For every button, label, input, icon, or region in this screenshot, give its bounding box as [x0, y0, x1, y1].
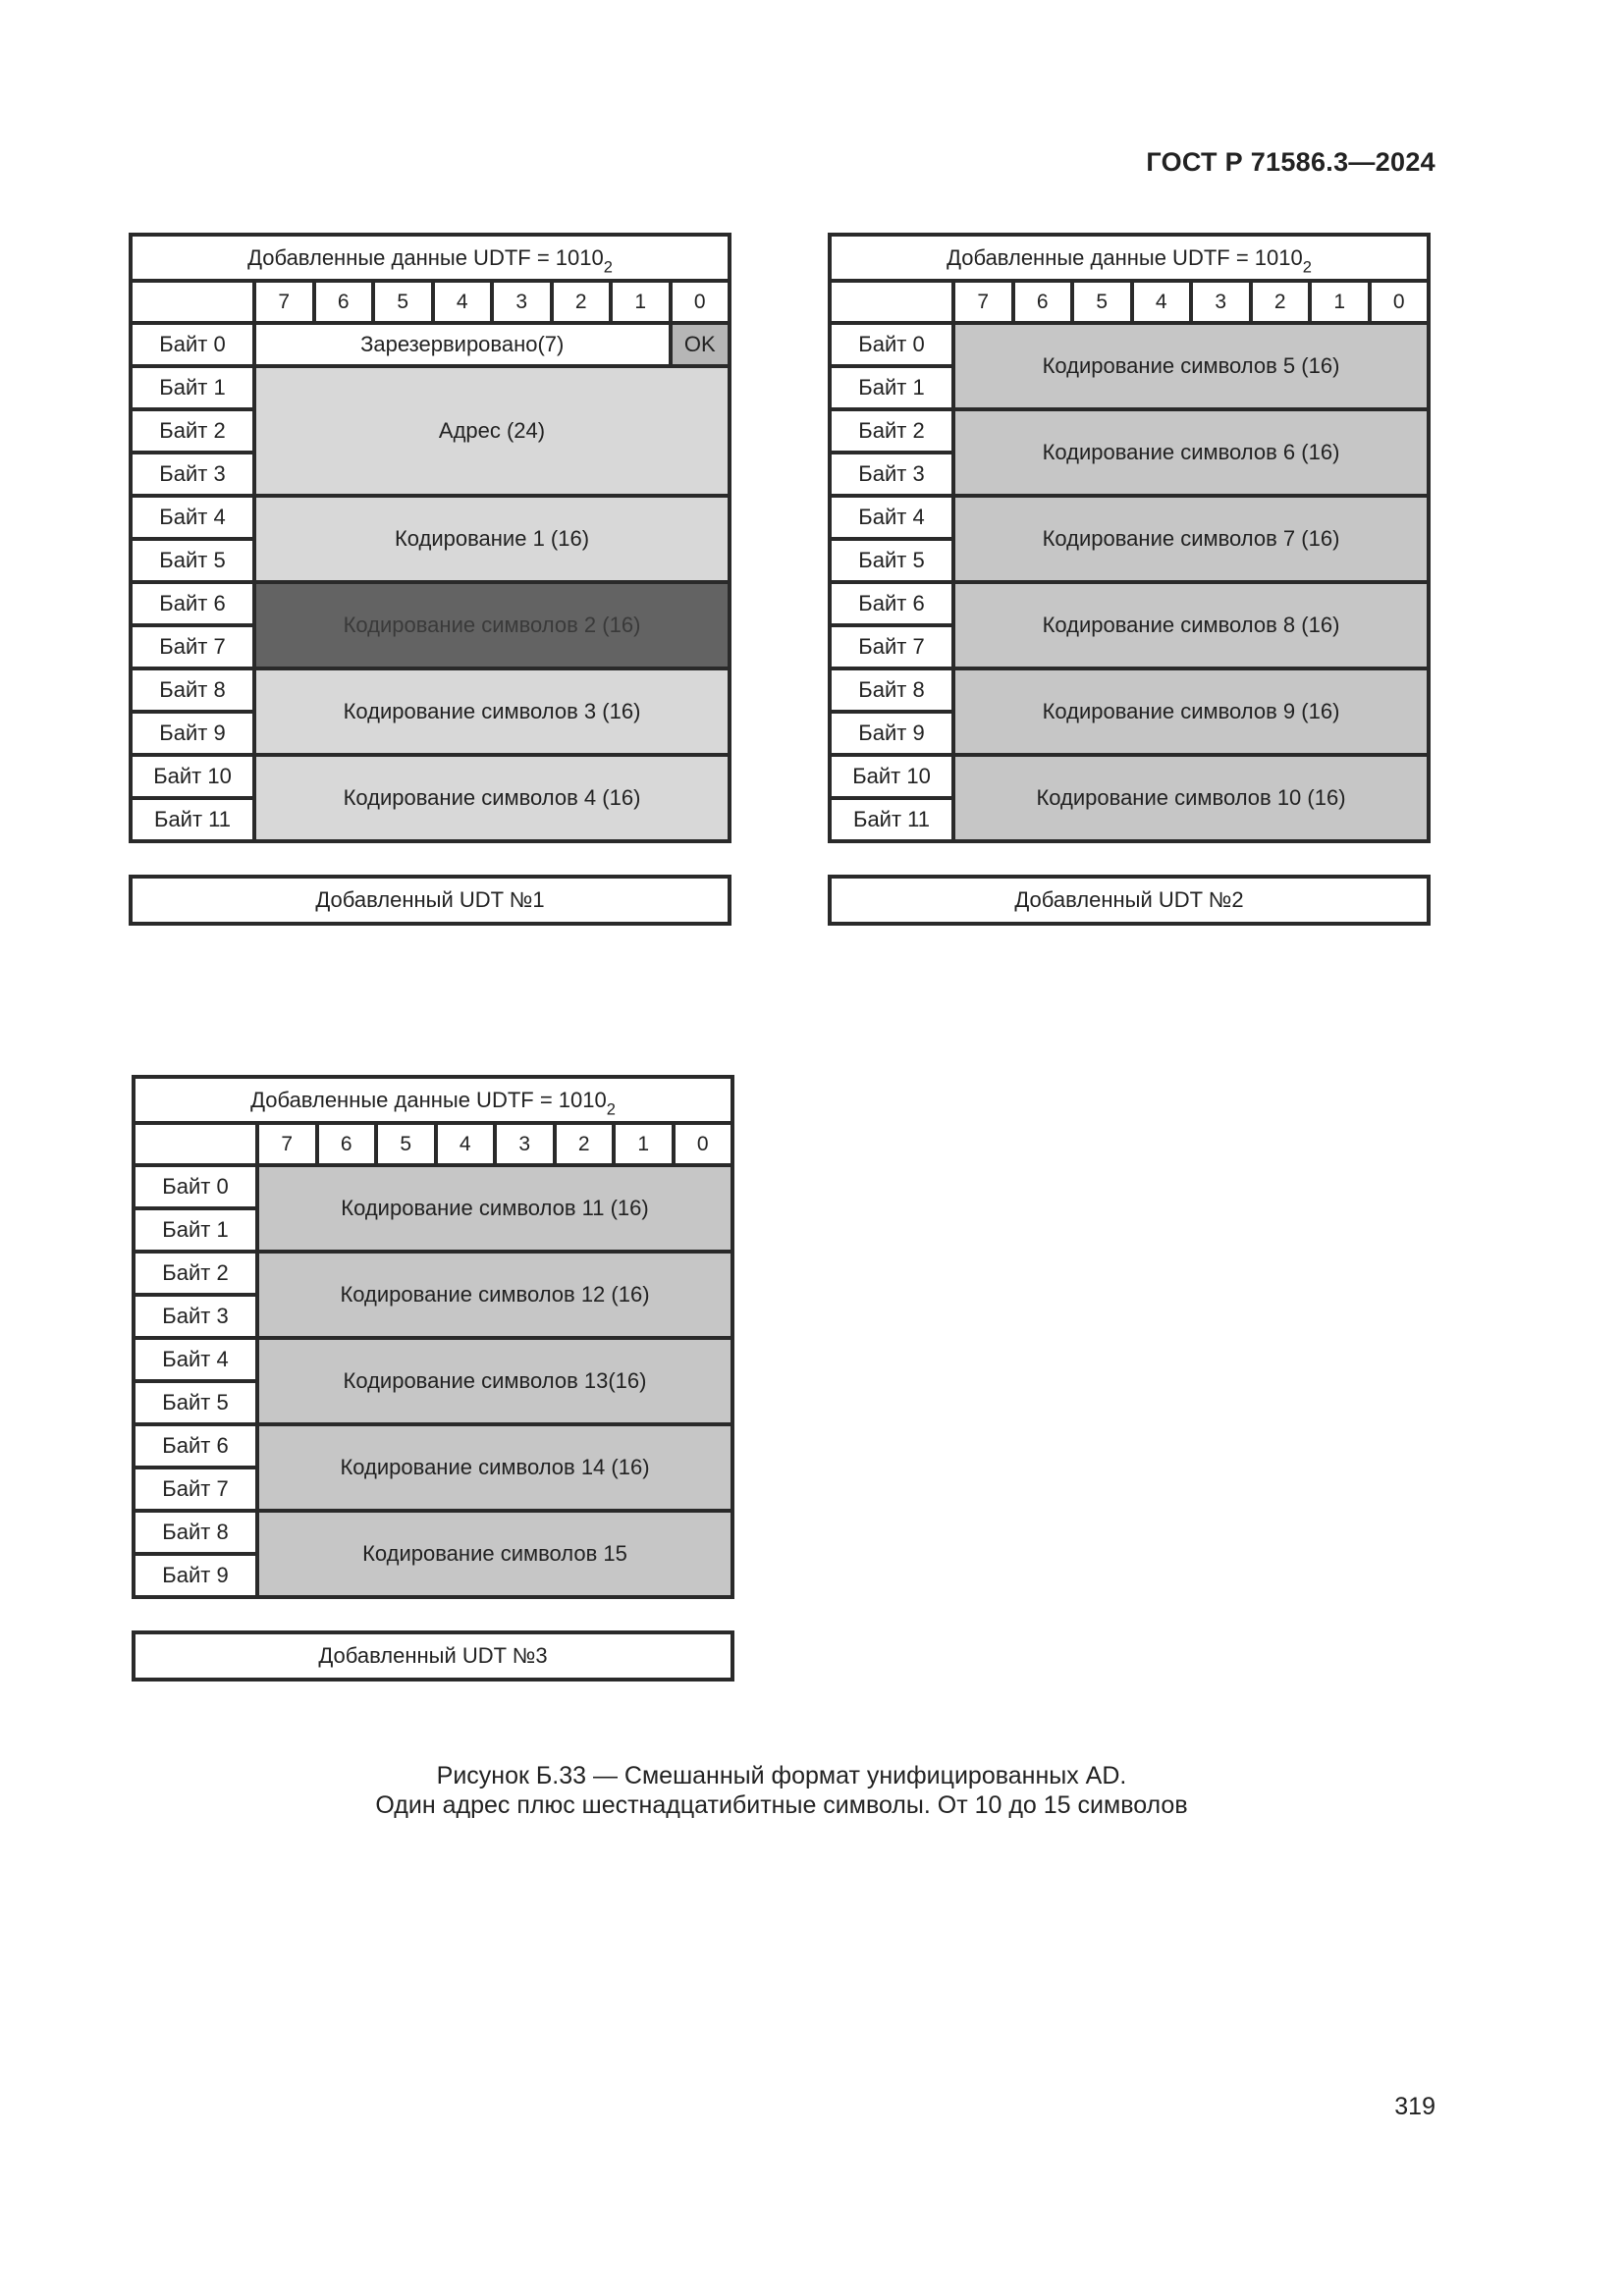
byte-label: Байт 7	[830, 625, 953, 668]
reserved-field: Зарезервировано(7)	[254, 323, 671, 366]
encoding-field: Кодирование символов 15	[257, 1511, 732, 1597]
encoding-field: Кодирование символов 9 (16)	[953, 668, 1429, 755]
bit-5: 5	[1072, 281, 1132, 323]
figure-caption-line-2: Один адрес плюс шестнадцатибитные символы. От 10 до 15 символов	[375, 1791, 1188, 1819]
encoding-field: Кодирование символов 6 (16)	[953, 409, 1429, 496]
encoding-field: Кодирование символов 2 (16)	[254, 582, 730, 668]
bit-0: 0	[674, 1123, 733, 1165]
udt-3-table	[132, 1075, 734, 1599]
udt-3-diagram	[132, 1075, 734, 1682]
udt-2-table	[828, 233, 1431, 843]
byte-label: Байт 3	[134, 1295, 257, 1338]
bit-5: 5	[373, 281, 433, 323]
bit-2: 2	[1251, 281, 1311, 323]
bit-1: 1	[614, 1123, 674, 1165]
figure-caption-line-1: Рисунок Б.33 — Смешанный формат унифицированных AD.	[436, 1762, 1127, 1789]
encoding-field: Кодирование символов 8 (16)	[953, 582, 1429, 668]
encoding-field: Кодирование символов 13(16)	[257, 1338, 732, 1424]
bit-7: 7	[254, 281, 314, 323]
bit-1: 1	[1310, 281, 1370, 323]
bit-7: 7	[953, 281, 1013, 323]
bit-0: 0	[671, 281, 731, 323]
bit-3: 3	[1191, 281, 1251, 323]
byte-label: Байт 2	[131, 409, 254, 453]
byte-label: Байт 4	[134, 1338, 257, 1381]
byte-label: Байт 0	[830, 323, 953, 366]
encoding-field: Кодирование символов 4 (16)	[254, 755, 730, 841]
encoding-field: Кодирование символов 10 (16)	[953, 755, 1429, 841]
byte-label: Байт 2	[830, 409, 953, 453]
byte-label: Байт 5	[131, 539, 254, 582]
bit-7: 7	[257, 1123, 317, 1165]
byte-label: Байт 9	[131, 712, 254, 755]
encoding-field: Кодирование символов 5 (16)	[953, 323, 1429, 409]
bit-4: 4	[1132, 281, 1192, 323]
byte-label: Байт 8	[131, 668, 254, 712]
udt-2-title: Добавленные данные UDTF = $1010_2$	[830, 235, 1429, 281]
encoding-field: Кодирование символов 3 (16)	[254, 668, 730, 755]
encoding-field: Кодирование символов 7 (16)	[953, 496, 1429, 582]
byte-label: Байт 1	[131, 366, 254, 409]
byte-label: Байт 3	[131, 453, 254, 496]
bit-5: 5	[376, 1123, 436, 1165]
udt-1-table	[129, 233, 731, 843]
byte-label: Байт 1	[830, 366, 953, 409]
byte-label: Байт 11	[131, 798, 254, 841]
byte-label: Байт 6	[131, 582, 254, 625]
encoding-field: Кодирование символов 11 (16)	[257, 1165, 732, 1252]
bit-3: 3	[495, 1123, 555, 1165]
bit-6: 6	[317, 1123, 377, 1165]
udt-1-caption: Добавленный UDT №1	[129, 875, 731, 926]
byte-label: Байт 2	[134, 1252, 257, 1295]
byte-label: Байт 5	[134, 1381, 257, 1424]
byte-label: Байт 4	[830, 496, 953, 539]
ok-flag-field: OK	[671, 323, 731, 366]
byte-label: Байт 9	[830, 712, 953, 755]
bit-1: 1	[611, 281, 671, 323]
encoding-field: Кодирование 1 (16)	[254, 496, 730, 582]
udt-2-diagram	[828, 233, 1431, 926]
byte-label: Байт 0	[131, 323, 254, 366]
byte-label: Байт 3	[830, 453, 953, 496]
bit-0: 0	[1370, 281, 1430, 323]
byte-label: Байт 8	[830, 668, 953, 712]
byte-label: Байт 11	[830, 798, 953, 841]
encoding-field: Кодирование символов 12 (16)	[257, 1252, 732, 1338]
corner-cell	[134, 1123, 257, 1165]
document-code: ГОСТ Р 71586.3—2024	[1146, 147, 1435, 177]
byte-label: Байт 5	[830, 539, 953, 582]
udt-1-diagram	[129, 233, 731, 926]
bit-4: 4	[436, 1123, 496, 1165]
byte-label: Байт 1	[134, 1208, 257, 1252]
byte-label: Байт 10	[830, 755, 953, 798]
bit-3: 3	[492, 281, 552, 323]
byte-label: Байт 7	[134, 1468, 257, 1511]
udt-3-caption: Добавленный UDT №3	[132, 1630, 734, 1682]
udt-3-title: Добавленные данные UDTF = $1010_2$	[134, 1077, 732, 1123]
bit-2: 2	[555, 1123, 615, 1165]
byte-label: Байт 0	[134, 1165, 257, 1208]
corner-cell	[830, 281, 953, 323]
bit-2: 2	[552, 281, 612, 323]
bit-4: 4	[433, 281, 493, 323]
byte-label: Байт 6	[134, 1424, 257, 1468]
byte-label: Байт 8	[134, 1511, 257, 1554]
byte-label: Байт 6	[830, 582, 953, 625]
udt-2-caption: Добавленный UDT №2	[828, 875, 1431, 926]
corner-cell	[131, 281, 254, 323]
bit-6: 6	[1013, 281, 1073, 323]
page-number: 319	[1394, 2093, 1435, 2120]
figure-caption	[0, 1761, 1563, 1820]
byte-label: Байт 7	[131, 625, 254, 668]
byte-label: Байт 9	[134, 1554, 257, 1597]
bit-6: 6	[314, 281, 374, 323]
byte-label: Байт 10	[131, 755, 254, 798]
address-field: Адрес (24)	[254, 366, 730, 496]
encoding-field: Кодирование символов 14 (16)	[257, 1424, 732, 1511]
byte-label: Байт 4	[131, 496, 254, 539]
udt-1-title: Добавленные данные UDTF = $1010_2$	[131, 235, 730, 281]
